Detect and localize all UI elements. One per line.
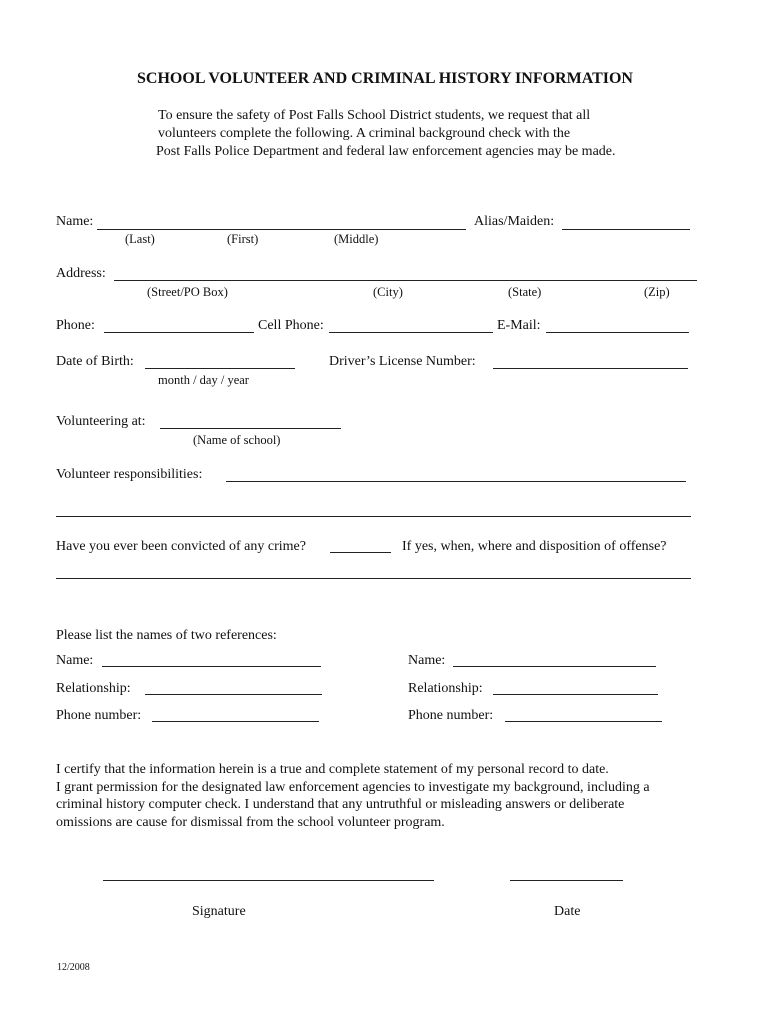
form-revision-date: 12/2008 bbox=[57, 962, 90, 973]
phone-input-line[interactable] bbox=[104, 332, 254, 333]
volunteering-at-label: Volunteering at: bbox=[56, 414, 146, 429]
offense-details-input-line[interactable] bbox=[56, 578, 691, 579]
references-heading: Please list the names of two references: bbox=[56, 628, 277, 643]
alias-input-line[interactable] bbox=[562, 229, 690, 230]
ref1-relationship-label: Relationship: bbox=[56, 681, 131, 696]
email-label: E-Mail: bbox=[497, 318, 541, 333]
ref2-phone-label: Phone number: bbox=[408, 708, 494, 723]
state-caption: (State) bbox=[508, 285, 542, 299]
dob-format-caption: month / day / year bbox=[158, 373, 249, 387]
dob-label: Date of Birth: bbox=[56, 354, 134, 369]
ref1-phone-input-line[interactable] bbox=[152, 721, 319, 722]
address-input-line[interactable] bbox=[114, 280, 697, 281]
ref1-phone-label: Phone number: bbox=[56, 708, 142, 723]
certify-line-2: I grant permission for the designated law enforcement agencies to investigate my background, including a bbox=[56, 780, 650, 795]
responsibilities-label: Volunteer responsibilities: bbox=[56, 467, 203, 482]
ref2-name-label: Name: bbox=[408, 653, 446, 668]
first-caption: (First) bbox=[227, 232, 259, 246]
certify-line-1: I certify that the information herein is a true and complete statement of my personal record to date. bbox=[56, 762, 609, 777]
alias-label: Alias/Maiden: bbox=[474, 214, 555, 229]
certify-line-3: criminal history computer check. I understand that any untruthful or misleading answers or deliberate bbox=[56, 797, 625, 812]
convicted-label: Have you ever been convicted of any crime? bbox=[56, 539, 306, 554]
email-input-line[interactable] bbox=[546, 332, 689, 333]
ref1-name-input-line[interactable] bbox=[102, 666, 321, 667]
signature-label: Signature bbox=[192, 904, 246, 919]
ref2-relationship-label: Relationship: bbox=[408, 681, 483, 696]
dob-input-line[interactable] bbox=[145, 368, 295, 369]
phone-label: Phone: bbox=[56, 318, 95, 333]
volunteering-at-input-line[interactable] bbox=[160, 428, 341, 429]
if-yes-label: If yes, when, where and disposition of offense? bbox=[402, 539, 667, 554]
cell-phone-label: Cell Phone: bbox=[258, 318, 324, 333]
intro-line-1: To ensure the safety of Post Falls School District students, we request that all bbox=[158, 108, 591, 123]
ref1-name-label: Name: bbox=[56, 653, 94, 668]
ref1-relationship-input-line[interactable] bbox=[145, 694, 322, 695]
license-label: Driver’s License Number: bbox=[329, 354, 476, 369]
date-label: Date bbox=[554, 904, 581, 919]
zip-caption: (Zip) bbox=[644, 285, 670, 299]
name-label: Name: bbox=[56, 214, 94, 229]
street-caption: (Street/PO Box) bbox=[147, 285, 228, 299]
page-title: SCHOOL VOLUNTEER AND CRIMINAL HISTORY INFORMATION bbox=[137, 70, 633, 87]
last-caption: (Last) bbox=[125, 232, 155, 246]
school-name-caption: (Name of school) bbox=[193, 433, 281, 447]
convicted-input-line[interactable] bbox=[330, 552, 391, 553]
responsibilities-input-line[interactable] bbox=[226, 481, 686, 482]
intro-line-3: Post Falls Police Department and federal law enforcement agencies may be made. bbox=[156, 144, 616, 159]
signature-input-line[interactable] bbox=[103, 880, 434, 881]
ref2-phone-input-line[interactable] bbox=[505, 721, 662, 722]
middle-caption: (Middle) bbox=[334, 232, 379, 246]
certify-line-4: omissions are cause for dismissal from the school volunteer program. bbox=[56, 815, 445, 830]
ref2-name-input-line[interactable] bbox=[453, 666, 656, 667]
cell-phone-input-line[interactable] bbox=[329, 332, 493, 333]
responsibilities-input-line-2[interactable] bbox=[56, 516, 691, 517]
date-input-line[interactable] bbox=[510, 880, 623, 881]
city-caption: (City) bbox=[373, 285, 403, 299]
intro-line-2: volunteers complete the following. A criminal background check with the bbox=[158, 126, 571, 141]
address-label: Address: bbox=[56, 266, 106, 281]
ref2-relationship-input-line[interactable] bbox=[493, 694, 658, 695]
license-input-line[interactable] bbox=[493, 368, 688, 369]
name-input-line[interactable] bbox=[97, 229, 466, 230]
